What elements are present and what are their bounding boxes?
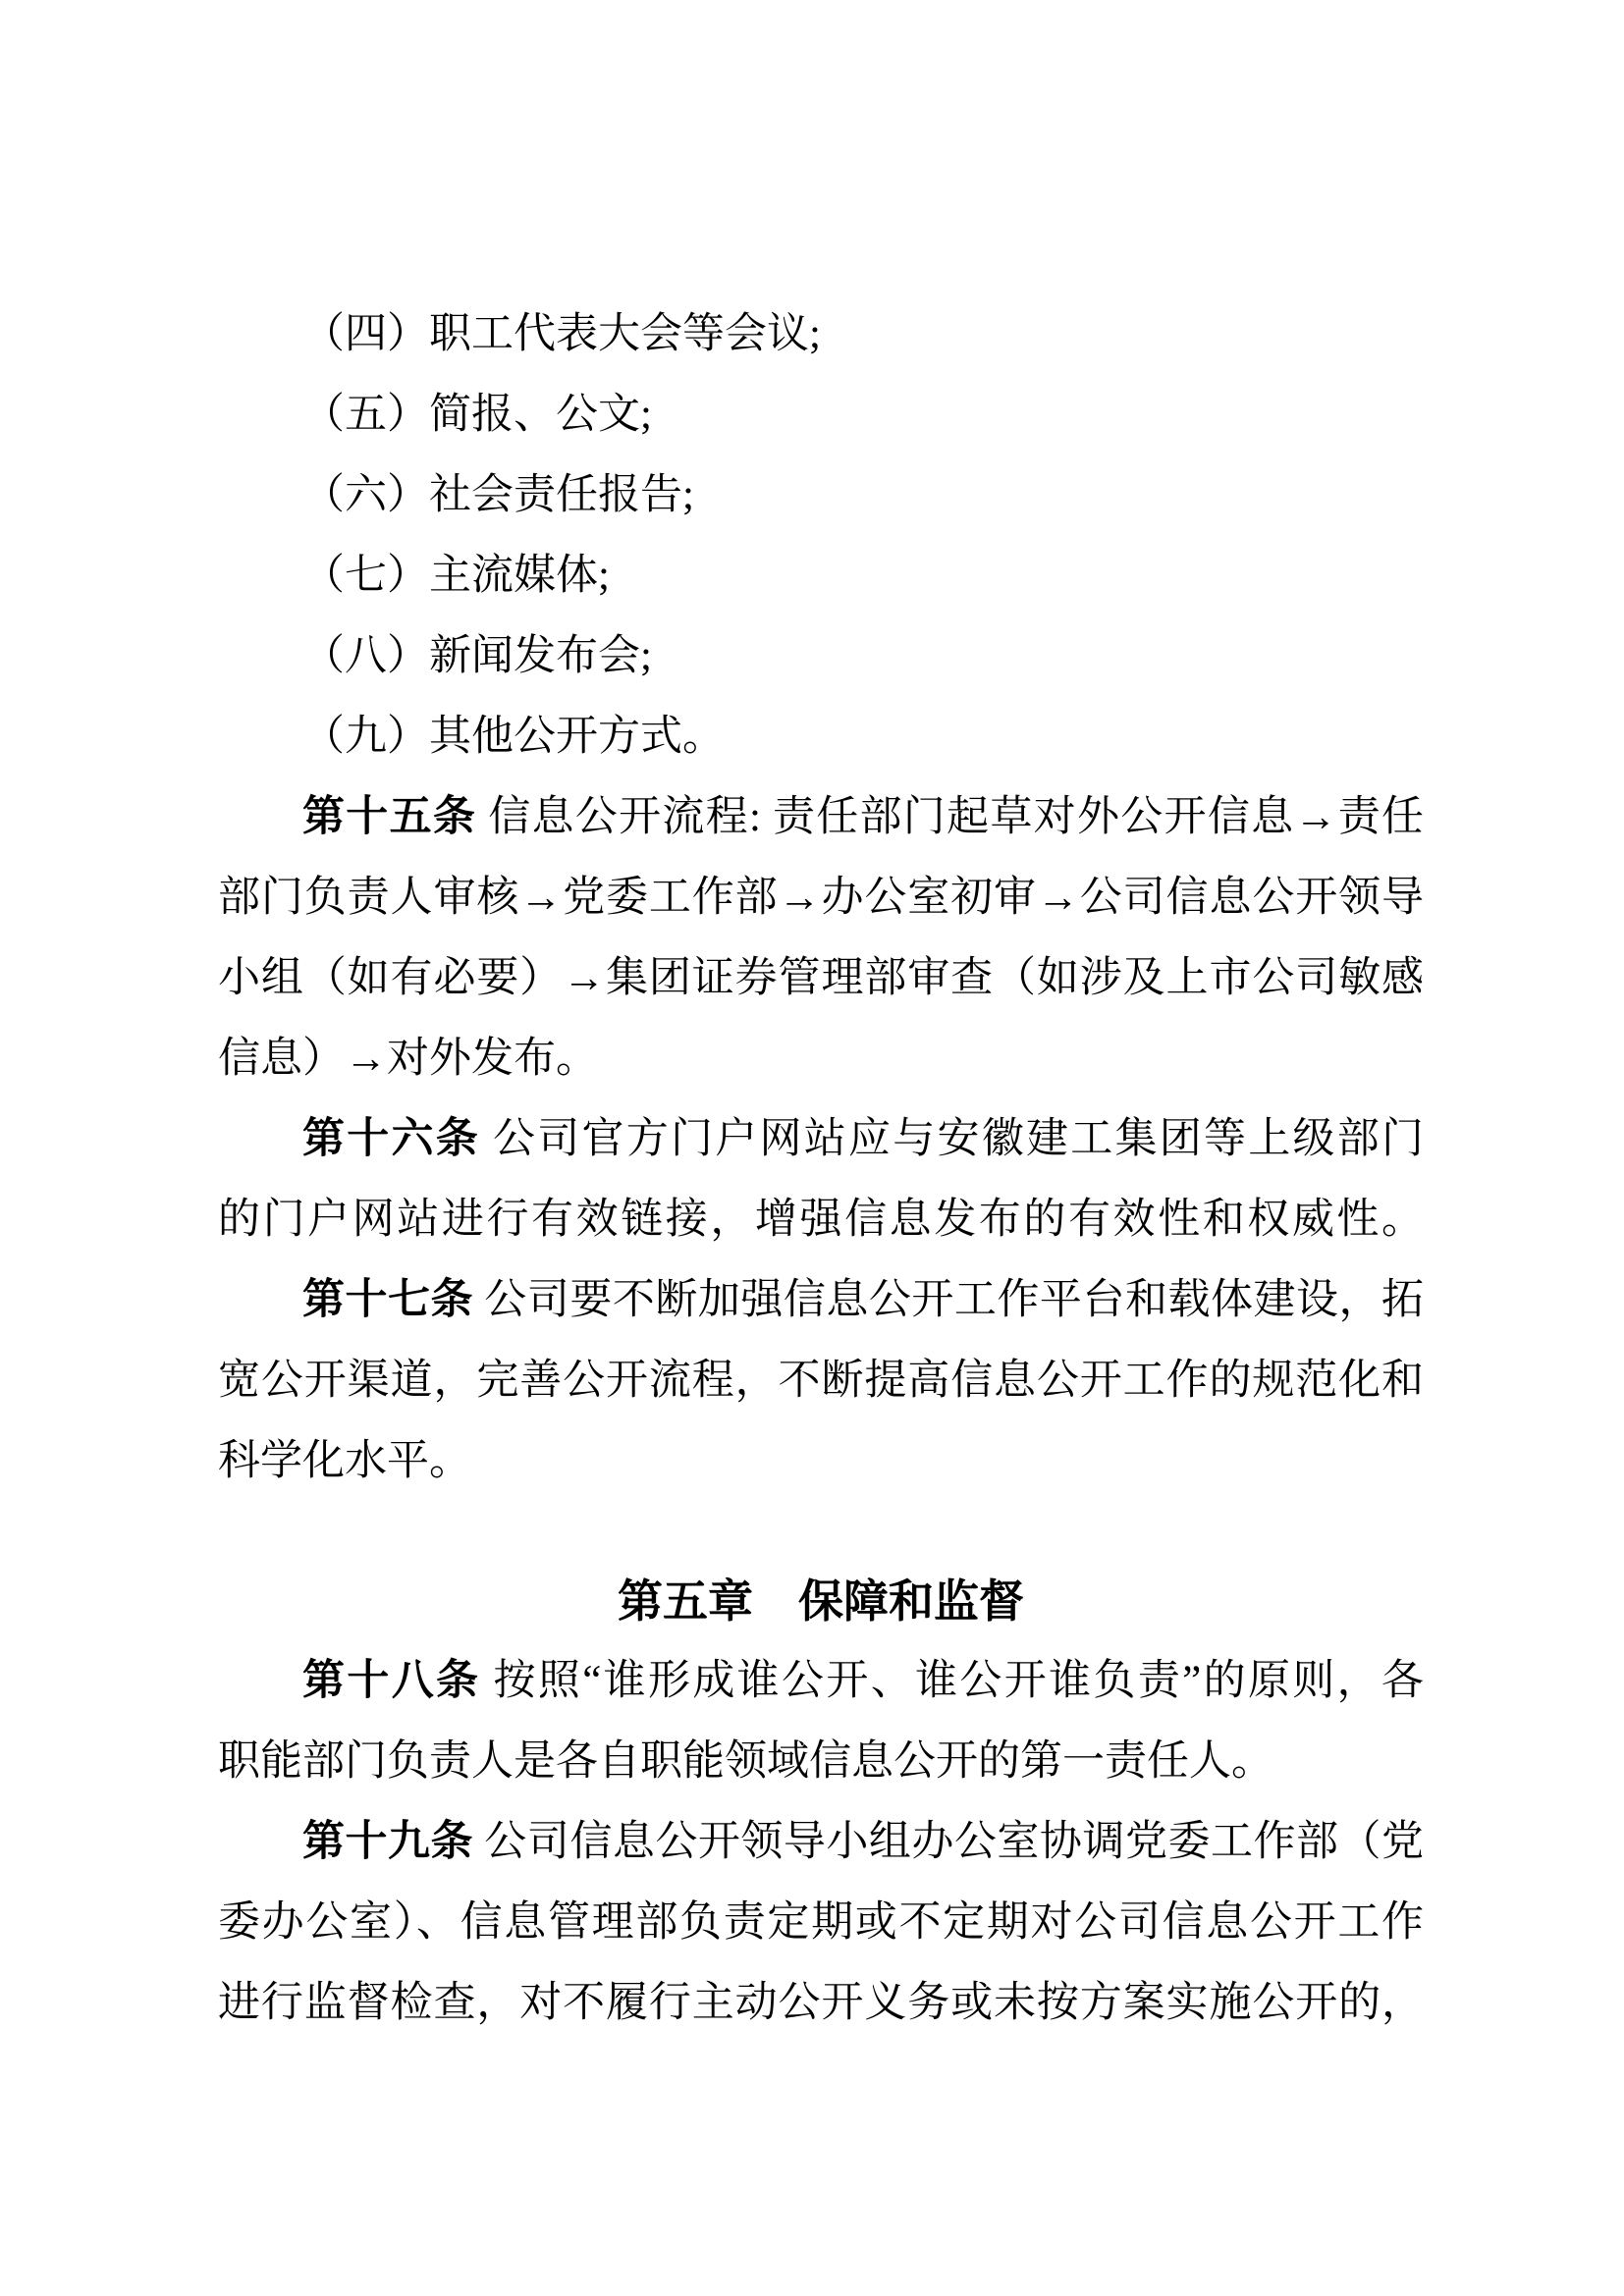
text-segment: 宽公开渠道，完善公开流程，不断提高信息公开工作的规范化和 [218,1358,1424,1404]
text-line [218,1180,1424,1260]
document-text-block [218,294,1424,2044]
text-line [218,536,1424,616]
text-segment: （四）职工代表大会等会议; [302,311,821,357]
chapter-heading [218,1561,1424,1641]
text-segment: 职能部门负责人是各自职能领域信息公开的第一责任人。 [218,1738,1273,1785]
text-segment: 进行监督检查，对不履行主动公开义务或未按方案实施公开的， [218,1980,1424,2026]
text-line [218,1421,1424,1502]
text-line [218,616,1424,697]
text-line [218,697,1424,777]
text-line [218,858,1424,938]
text-line [218,455,1424,536]
text-segment: （五）简报、公文; [302,392,652,438]
text-line [218,938,1424,1019]
bold-text-segment: 第十七条 [302,1277,474,1323]
text-segment: 按照“谁形成谁公开、谁公开谁负责”的原则，各 [480,1658,1425,1704]
bold-text-segment: 第十五条 [302,794,477,840]
text-line [218,1883,1424,1963]
text-line [218,294,1424,375]
text-line [218,1722,1424,1802]
text-line [218,1341,1424,1421]
text-line [218,777,1424,858]
text-line [218,375,1424,455]
text-segment: （七）主流媒体; [302,553,610,599]
text-segment: 部门负责人审核→党委工作部→办公室初审→公司信息公开领导 [218,875,1424,921]
text-segment: 公司信息公开领导小组办公室协调党委工作部（党 [473,1819,1425,1865]
text-line [218,1019,1424,1099]
text-segment: 小组（如有必要）→集团证券管理部审查（如涉及上市公司敏感 [218,955,1424,1001]
text-segment: 信息公开流程: 责任部门起草对外公开信息→责任 [476,794,1425,840]
bold-text-segment: 第五章 保障和监督 [618,1575,1024,1628]
bold-text-segment: 第十六条 [302,1116,480,1162]
text-line [218,1963,1424,2044]
text-line [218,1641,1424,1722]
text-segment: 公司官方门户网站应与安徽建工集团等上级部门 [480,1116,1424,1162]
text-segment: （九）其他公开方式。 [302,714,725,760]
text-line [218,1802,1424,1883]
text-segment: 公司要不断加强信息公开工作平台和载体建设，拓 [473,1277,1425,1323]
text-segment: （八）新闻发布会; [302,633,652,679]
text-segment: 的门户网站进行有效链接，增强信息发布的有效性和权威性。 [218,1197,1424,1243]
text-line [218,1260,1424,1341]
text-segment: 委办公室）、信息管理部负责定期或不定期对公司信息公开工作 [218,1899,1424,1946]
bold-text-segment: 第十九条 [302,1819,474,1865]
text-line [218,1099,1424,1180]
bold-text-segment: 第十八条 [302,1658,481,1704]
text-segment: 信息）→对外发布。 [218,1036,598,1082]
text-segment: 科学化水平。 [218,1438,471,1484]
text-segment: （六）社会责任报告; [302,472,694,518]
